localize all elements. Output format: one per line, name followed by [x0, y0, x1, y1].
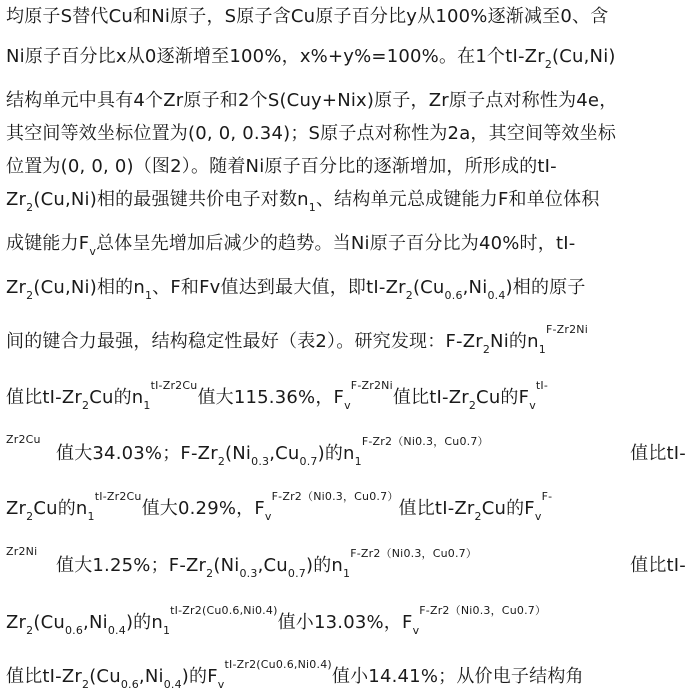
- text-line: $Zr_2Cu$的$n_1^{tI-Zr2Cu}$值大0.29%，$F_v^{F-Zr2(Ni0.3,Cu0.7)}$值比$tI-Zr_2Cu$的$F_v^{F-}$: [6, 490, 553, 523]
- text-line: 结构单元中具有4个Zr原子和2个S(Cuy+Nix)原子，Zr原子点对称性为4e，: [6, 90, 618, 111]
- text-line: 值比$tI-Zr_2Cu$的$n_1^{tI-Zr2Cu}$值大115.36%，$F_v^{F-Zr2Ni}$值比$tI-Zr_2Cu$的$F_v^{tI-}$: [6, 379, 549, 412]
- text-line: Zr2Cu: [6, 433, 41, 446]
- text-line: 值大1.25%；$F-Zr_2(Ni_{0.3},Cu_{0.7})$的$n_1^{F-Zr2(Ni0.3,Cu0.7)}$ 值比tI-: [56, 547, 686, 580]
- text-line: $Zr_2(Cu_{0.6},Ni_{0.4})$的$n_1^{tI-Zr2(Cu0.6,Ni0.4)}$值小13.03%，$F_v^{F-Zr2(Ni0.3,Cu0.7)}$: [6, 604, 547, 637]
- text-line: Ni原子百分比x从0逐渐增至100%，x%+y%=100%。在1个$tI-Zr_2(Cu,Ni)$: [6, 46, 616, 71]
- text-line: 其空间等效坐标位置为(0, 0, 0.34)；S原子点对称性为2a，其空间等效坐标: [6, 123, 617, 144]
- text-line: Zr2Ni: [6, 545, 38, 558]
- text-line: 成键能力$F_v$总体呈先增加后减少的趋势。当Ni原子百分比为40%时，tI-: [6, 233, 576, 258]
- text-line: 位置为(0, 0, 0)（图2）。随着Ni原子百分比的逐渐增加，所形成的tI-: [6, 156, 557, 177]
- text-line: 值大34.03%；$F-Zr_2(Ni_{0.3},Cu_{0.7})$的$n_1^{F-Zr2(Ni0.3,Cu0.7)}$ 值比tI-: [56, 435, 686, 468]
- text-line: $Zr_2(Cu,Ni)$相的$n_1$、F和Fv值达到最大值，即$tI-Zr_2(Cu_{0.6},Ni_{0.4})$相的原子: [6, 277, 586, 302]
- text-line: $Zr_2(Cu,Ni)$相的最强键共价电子对数$n_1$、结构单元总成键能力F和单位体积: [6, 189, 600, 214]
- text-line: 均原子S替代Cu和Ni原子，S原子含Cu原子百分比y从100%逐渐减至0、含: [6, 6, 609, 27]
- text-line: 值比$tI-Zr_2(Cu_{0.6},Ni_{0.4})$的$F_v^{tI-Zr2(Cu0.6,Ni0.4)}$值小14.41%；从价电子结构角: [6, 658, 584, 691]
- text-line: 间的键合力最强，结构稳定性最好（表2）。研究发现：$F-Zr_2Ni$的$n_1^{F-Zr2Ni}$: [6, 323, 588, 356]
